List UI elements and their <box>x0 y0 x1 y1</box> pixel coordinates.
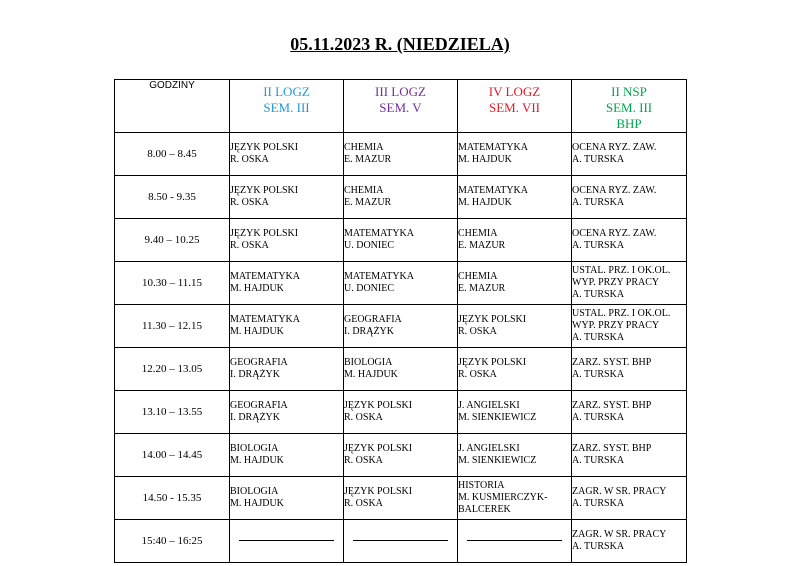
subject-label: CHEMIA <box>458 271 498 282</box>
teacher-label: R. OŚKA <box>344 455 383 466</box>
time-cell: 11.30 – 12.15 <box>115 305 230 348</box>
subject-label: MATEMATYKA <box>344 271 414 282</box>
subject-label: ZAGR. W ŚR. PRACY <box>572 486 667 497</box>
teacher-label: M. HAJDUK <box>230 283 284 294</box>
lesson-cell <box>458 219 572 262</box>
lesson-cell <box>344 219 458 262</box>
teacher-label: M. HAJDUK <box>230 326 284 337</box>
teacher-label: A. TURSKA <box>572 332 625 343</box>
teacher-label: A. TURSKA <box>572 240 625 251</box>
group-header-line: SEM. III <box>263 100 310 115</box>
teacher-label: A. TURSKA <box>572 498 625 509</box>
empty-cell <box>230 520 344 563</box>
lesson-cell <box>230 434 344 477</box>
lesson-cell <box>458 262 572 305</box>
teacher-label: BALCEREK <box>458 504 511 515</box>
subject-label: BIOLOGIA <box>344 357 393 368</box>
teacher-label: E. MAZUR <box>458 283 506 294</box>
group-header-line: BHP <box>616 116 642 131</box>
time-cell: 12.20 – 13.05 <box>115 348 230 391</box>
group-header-line: SEM. V <box>379 100 422 115</box>
lesson-cell <box>230 477 344 520</box>
lesson-cell <box>572 219 687 262</box>
group-header-line: IV LOGZ <box>488 84 541 99</box>
lesson-cell <box>458 391 572 434</box>
table-row <box>115 520 687 563</box>
teacher-label: R. OŚKA <box>230 240 269 251</box>
header-row <box>115 80 687 133</box>
teacher-label: M. HAJDUK <box>230 498 284 509</box>
lesson-cell <box>344 133 458 176</box>
subject-label: BIOLOGIA <box>230 443 279 454</box>
subject-label: OCENA RYZ. ZAW. <box>572 142 657 153</box>
teacher-label: WYP. PRZY PRACY <box>572 277 660 288</box>
lesson-cell <box>458 348 572 391</box>
lesson-cell <box>230 348 344 391</box>
lesson-cell <box>572 133 687 176</box>
lesson-cell <box>458 477 572 520</box>
lesson-cell <box>572 176 687 219</box>
teacher-label: A. TURSKA <box>572 289 625 300</box>
subject-label: OCENA RYZ. ZAW. <box>572 228 657 239</box>
table-row <box>115 219 687 262</box>
subject-label: MATEMATYKA <box>458 142 528 153</box>
subject-label: CHEMIA <box>344 185 384 196</box>
table-row <box>115 305 687 348</box>
time-cell: 14.50 - 15.35 <box>115 477 230 520</box>
subject-label: OCENA RYZ. ZAW. <box>572 185 657 196</box>
lesson-cell <box>344 262 458 305</box>
teacher-label: R. OŚKA <box>344 412 383 423</box>
teacher-label: A. TURSKA <box>572 197 625 208</box>
page-title: 05.11.2023 R. (NIEDZIELA) <box>290 34 510 54</box>
teacher-label: A. TURSKA <box>572 412 625 423</box>
subject-label: JĘZYK POLSKI <box>230 142 299 153</box>
lesson-cell <box>344 477 458 520</box>
teacher-label: I. DRĄŻYK <box>230 369 280 380</box>
subject-label: MATEMATYKA <box>458 185 528 196</box>
time-cell: 9.40 – 10.25 <box>115 219 230 262</box>
lesson-cell <box>572 305 687 348</box>
group-header-line: SEM. VII <box>488 100 541 115</box>
lesson-cell <box>572 262 687 305</box>
time-cell: 8.00 – 8.45 <box>115 133 230 176</box>
teacher-label: E. MAZUR <box>344 197 392 208</box>
lesson-cell <box>572 434 687 477</box>
teacher-label: I. DRĄŻYK <box>344 326 394 337</box>
empty-cell <box>344 520 458 563</box>
subject-label: JĘZYK POLSKI <box>344 400 413 411</box>
teacher-label: E. MAZUR <box>458 240 506 251</box>
teacher-label: A. TURSKA <box>572 455 625 466</box>
empty-cell <box>458 520 572 563</box>
teacher-label: M. HAJDUK <box>344 369 398 380</box>
teacher-label: E. MAZUR <box>344 154 392 165</box>
schedule-table <box>114 79 687 563</box>
subject-label: MATEMATYKA <box>344 228 414 239</box>
lesson-cell <box>344 305 458 348</box>
table-row <box>115 348 687 391</box>
subject-label: J. ANGIELSKI <box>458 400 520 411</box>
time-cell: 10.30 – 11.15 <box>115 262 230 305</box>
teacher-label: M. SIENKIEWICZ <box>458 455 537 466</box>
lesson-cell <box>572 477 687 520</box>
teacher-label: R. OŚKA <box>230 197 269 208</box>
subject-label: JĘZYK POLSKI <box>230 228 299 239</box>
lesson-cell <box>344 434 458 477</box>
lesson-cell <box>458 305 572 348</box>
subject-label: JĘZYK POLSKI <box>230 185 299 196</box>
subject-label: JĘZYK POLSKI <box>458 357 527 368</box>
lesson-cell <box>572 391 687 434</box>
table-row <box>115 391 687 434</box>
subject-label: ZARZ. SYST. BHP <box>572 400 652 411</box>
lesson-cell <box>230 219 344 262</box>
teacher-label: M. HAJDUK <box>458 197 512 208</box>
hours-header: GODZINY <box>115 80 230 133</box>
subject-label: GEOGRAFIA <box>230 400 288 411</box>
group-header-line: II NSP <box>611 84 647 99</box>
teacher-label: U. DONIEC <box>344 240 394 251</box>
subject-label: USTAL. PRZ. I OK.OL. <box>572 265 671 276</box>
lesson-cell <box>230 176 344 219</box>
subject-label: ZARZ. SYST. BHP <box>572 443 652 454</box>
group-header-line: SEM. III <box>605 100 653 115</box>
teacher-label: R. OŚKA <box>344 498 383 509</box>
time-cell: 14.00 – 14.45 <box>115 434 230 477</box>
group-header-line: III LOGZ <box>375 84 426 99</box>
teacher-label: A. TURSKA <box>572 369 625 380</box>
subject-label: JĘZYK POLSKI <box>344 443 413 454</box>
teacher-label: R. OŚKA <box>230 154 269 165</box>
lesson-cell <box>230 262 344 305</box>
lesson-cell <box>230 133 344 176</box>
group-header <box>230 80 344 133</box>
teacher-label: A. TURSKA <box>572 541 625 552</box>
group-header <box>458 80 572 133</box>
lesson-cell <box>458 133 572 176</box>
subject-label: ZARZ. SYST. BHP <box>572 357 652 368</box>
lesson-cell <box>572 520 687 563</box>
teacher-label: M. SIENKIEWICZ <box>458 412 537 423</box>
teacher-label: A. TURSKA <box>572 154 625 165</box>
lesson-cell <box>458 176 572 219</box>
blank-line <box>353 540 448 541</box>
subject-label: MATEMATYKA <box>230 271 300 282</box>
table-row <box>115 434 687 477</box>
time-cell: 13.10 – 13.55 <box>115 391 230 434</box>
subject-label: CHEMIA <box>458 228 498 239</box>
lesson-cell <box>230 305 344 348</box>
group-header-line: II LOGZ <box>263 84 310 99</box>
subject-label: GEOGRAFIA <box>344 314 402 325</box>
teacher-label: R. OŚKA <box>458 326 497 337</box>
lesson-cell <box>344 391 458 434</box>
lesson-cell <box>572 348 687 391</box>
group-header <box>572 80 687 133</box>
lesson-cell <box>230 391 344 434</box>
time-cell: 15:40 – 16:25 <box>115 520 230 563</box>
lesson-cell <box>344 348 458 391</box>
teacher-label: R. OŚKA <box>458 369 497 380</box>
lesson-cell <box>458 434 572 477</box>
teacher-label: M. KUŚMIERCZYK- <box>458 492 548 503</box>
teacher-label: M. HAJDUK <box>230 455 284 466</box>
lesson-cell <box>344 176 458 219</box>
subject-label: MATEMATYKA <box>230 314 300 325</box>
subject-label: CHEMIA <box>344 142 384 153</box>
table-row <box>115 133 687 176</box>
subject-label: GEOGRAFIA <box>230 357 288 368</box>
blank-line <box>239 540 334 541</box>
teacher-label: M. HAJDUK <box>458 154 512 165</box>
subject-label: HISTORIA <box>458 480 505 491</box>
subject-label: ZAGR. W ŚR. PRACY <box>572 529 667 540</box>
teacher-label: U. DONIEC <box>344 283 394 294</box>
teacher-label: WYP. PRZY PRACY <box>572 320 660 331</box>
table-row <box>115 262 687 305</box>
subject-label: J. ANGIELSKI <box>458 443 520 454</box>
subject-label: JĘZYK POLSKI <box>458 314 527 325</box>
blank-line <box>467 540 562 541</box>
table-row <box>115 176 687 219</box>
teacher-label: I. DRĄŻYK <box>230 412 280 423</box>
time-cell: 8.50 - 9.35 <box>115 176 230 219</box>
subject-label: BIOLOGIA <box>230 486 279 497</box>
group-header <box>344 80 458 133</box>
subject-label: USTAL. PRZ. I OK.OL. <box>572 308 671 319</box>
table-row <box>115 477 687 520</box>
subject-label: JĘZYK POLSKI <box>344 486 413 497</box>
